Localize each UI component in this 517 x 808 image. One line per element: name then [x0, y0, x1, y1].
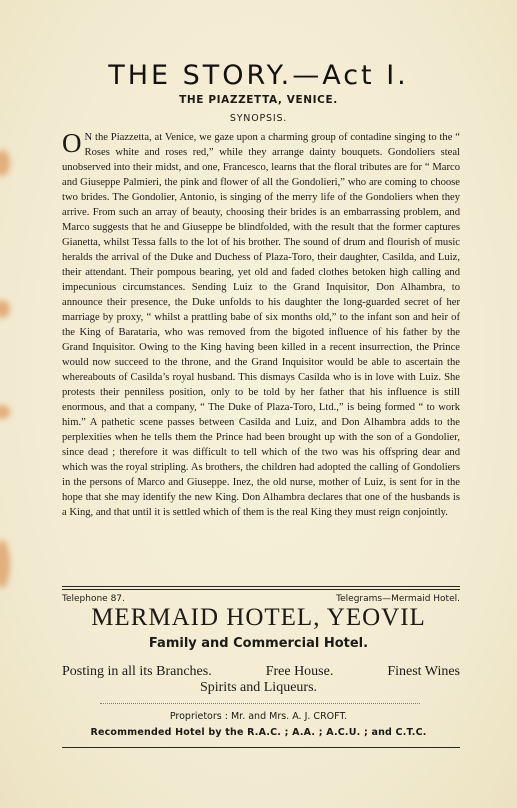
paper-stain [0, 540, 10, 588]
page-title: THE STORY.—Act I. [108, 60, 409, 91]
dotted-divider [100, 703, 420, 704]
paper-stain [0, 405, 10, 419]
divider-bottom [62, 747, 460, 748]
hotel-features [62, 664, 460, 680]
telegrams-text: Telegrams—Mermaid Hotel. [336, 594, 460, 604]
scene-subtitle: THE PIAZZETTA, VENICE. [179, 94, 338, 106]
feature-item: Posting in all its Branches. [62, 664, 212, 679]
feature-item: Finest Wines [387, 664, 460, 679]
story-text: N the Piazzetta, at Venice, we gaze upon a charming group of contadine singing to the “ Roses white and roses red,” while they arrange dainty bouquets. Gondoliers steal unobserved into their midst, and one, Francesco, learns that the floral tributes are for “ Marco and Giuseppe Palmieri, the pink and flower of all the Gondolieri,” who are coming to choose two brides. The Gondolier, Antonio, is singing of the merry life of the Gondoliers when they arrive. From such an array of beauty, choosing their brides is an embarrassing problem, and Marco suggests that he and Giuseppe be blindfolded, with the result that the former captures Gianetta, whilst Tessa falls to the lot of his brother. The sound of drum and flourish of music heralds the arrival of the Duke and Duchess of Plaza-Toro, their daughter, Casilda, and Luiz, their attendant. Their pompous bearing, yet old and faded clothes betoken high calling and impecunious circumstances. Sending Luiz to the Grand Inquisitor, Don Alhambra, to announce their presence, the Duke unfolds to his daughter the long-guarded secret of her marriage by proxy, “ whilst a prattling babe of six months old,” to the infant son and heir of the King of Barataria, who was removed from the bigoted influence of his father by the Grand Inquisitor. Owing to the King having been killed in a recent insurrection, the Prince would now succeed to the throne, and the Grand Inquisitor would be able to ascertain the whereabouts of Casilda’s royal husband. This dismays Casilda who is in love with Luiz. She protests their penniless position, only to be told by her father that his influence is still enormous, and that a company, “ The Duke of Plaza-Toro, Ltd.,” is being formed “ to work him.” A pathetic scene passes between Casilda and Luiz, and Don Alhambra adds to the perplexities when he tells them the Prince had been brought up with the son of a Gondolier, since dead ; therefore it was difficult to tell which of the two was his offspring dear and which was the royal stripling. As brothers, the children had adopted the calling of Gondoliers in the persons of Marco and Giuseppe. Inez, the old nurse, mother of Luiz, is sent for in the hope that she may identify the new King. Don Alhambra declares that one of the husbands is a King, and that until it is settled which of them is the real King they must reign conjointly. [62, 132, 460, 518]
paper-stain [0, 150, 10, 176]
divider-top [62, 586, 460, 587]
hotel-tagline: Family and Commercial Hotel. [148, 636, 369, 651]
proprietors-text: Proprietors : Mr. and Mrs. A. J. CROFT. [169, 711, 348, 722]
recommendation-text: Recommended Hotel by the R.A.C. ; A.A. ; A.C.U. ; and C.T.C. [90, 727, 427, 738]
section-heading: SYNOPSIS. [229, 113, 288, 124]
hotel-name: MERMAID HOTEL, YEOVIL [91, 604, 426, 631]
hotel-features-line2: Spirits and Liqueurs. [199, 680, 318, 695]
feature-item: Free House. [265, 664, 334, 679]
advert-contact-line [62, 594, 460, 604]
story-paragraph [62, 130, 460, 520]
drop-cap: O [62, 128, 82, 158]
telephone-text: Telephone 87. [62, 594, 125, 604]
paper-stain [0, 300, 10, 318]
divider-top-double [62, 589, 460, 590]
